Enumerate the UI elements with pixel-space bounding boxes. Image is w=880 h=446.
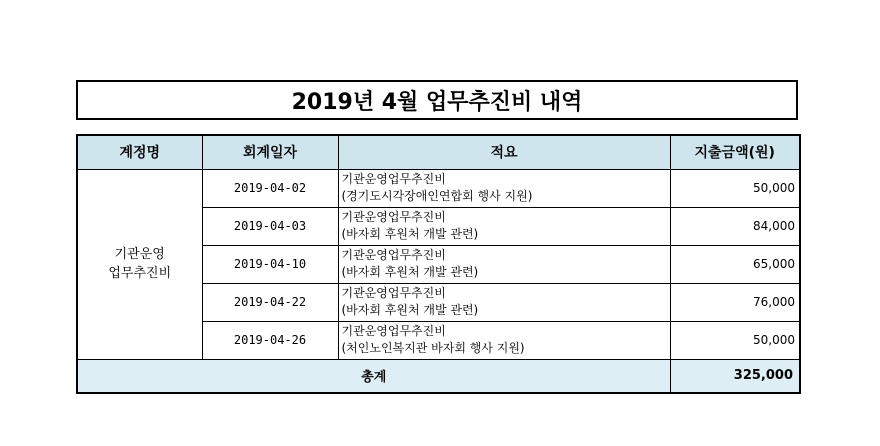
- description-line2: (바자회 후원처 개발 관련): [341, 265, 479, 279]
- page-title: [76, 80, 798, 120]
- description-cell: [338, 207, 670, 245]
- total-label: 총계: [77, 359, 670, 393]
- header-row: [77, 135, 800, 169]
- date-cell: 2019-04-22: [202, 283, 338, 321]
- header-account: 계정명: [77, 135, 202, 169]
- description-line1: 기관운영업무추진비: [341, 286, 446, 300]
- description-line2: (바자회 후원처 개발 관련): [341, 227, 479, 241]
- account-name-cell: [77, 169, 202, 359]
- header-description: 적요: [338, 135, 670, 169]
- total-amount: 325,000: [670, 359, 800, 393]
- date-cell: 2019-04-26: [202, 321, 338, 359]
- amount-cell: 50,000: [670, 321, 800, 359]
- expense-table: [76, 134, 801, 394]
- description-line1: 기관운영업무추진비: [341, 248, 446, 262]
- description-line1: 기관운영업무추진비: [341, 324, 446, 338]
- total-row: [77, 359, 800, 393]
- description-cell: [338, 321, 670, 359]
- amount-cell: 65,000: [670, 245, 800, 283]
- description-line1: 기관운영업무추진비: [341, 210, 446, 224]
- amount-cell: 76,000: [670, 283, 800, 321]
- table-row: [77, 169, 800, 207]
- description-line1: 기관운영업무추진비: [341, 172, 446, 186]
- amount-cell: 50,000: [670, 169, 800, 207]
- description-cell: [338, 245, 670, 283]
- date-cell: 2019-04-10: [202, 245, 338, 283]
- header-date: 회계일자: [202, 135, 338, 169]
- date-cell: 2019-04-03: [202, 207, 338, 245]
- account-name-line2: 업무추진비: [108, 266, 172, 281]
- page-title-text: 2019년 4월 업무추진비 내역: [291, 89, 583, 115]
- description-line2: (바자회 후원처 개발 관련): [341, 303, 479, 317]
- description-line2: (경기도시각장애인연합회 행사 지원): [341, 189, 533, 203]
- description-line2: (처인노인복지관 바자회 행사 지원): [341, 341, 525, 355]
- header-amount: 지출금액(원): [670, 135, 800, 169]
- amount-cell: 84,000: [670, 207, 800, 245]
- description-cell: [338, 169, 670, 207]
- account-name-line1: 기관운영: [114, 247, 165, 262]
- date-cell: 2019-04-02: [202, 169, 338, 207]
- description-cell: [338, 283, 670, 321]
